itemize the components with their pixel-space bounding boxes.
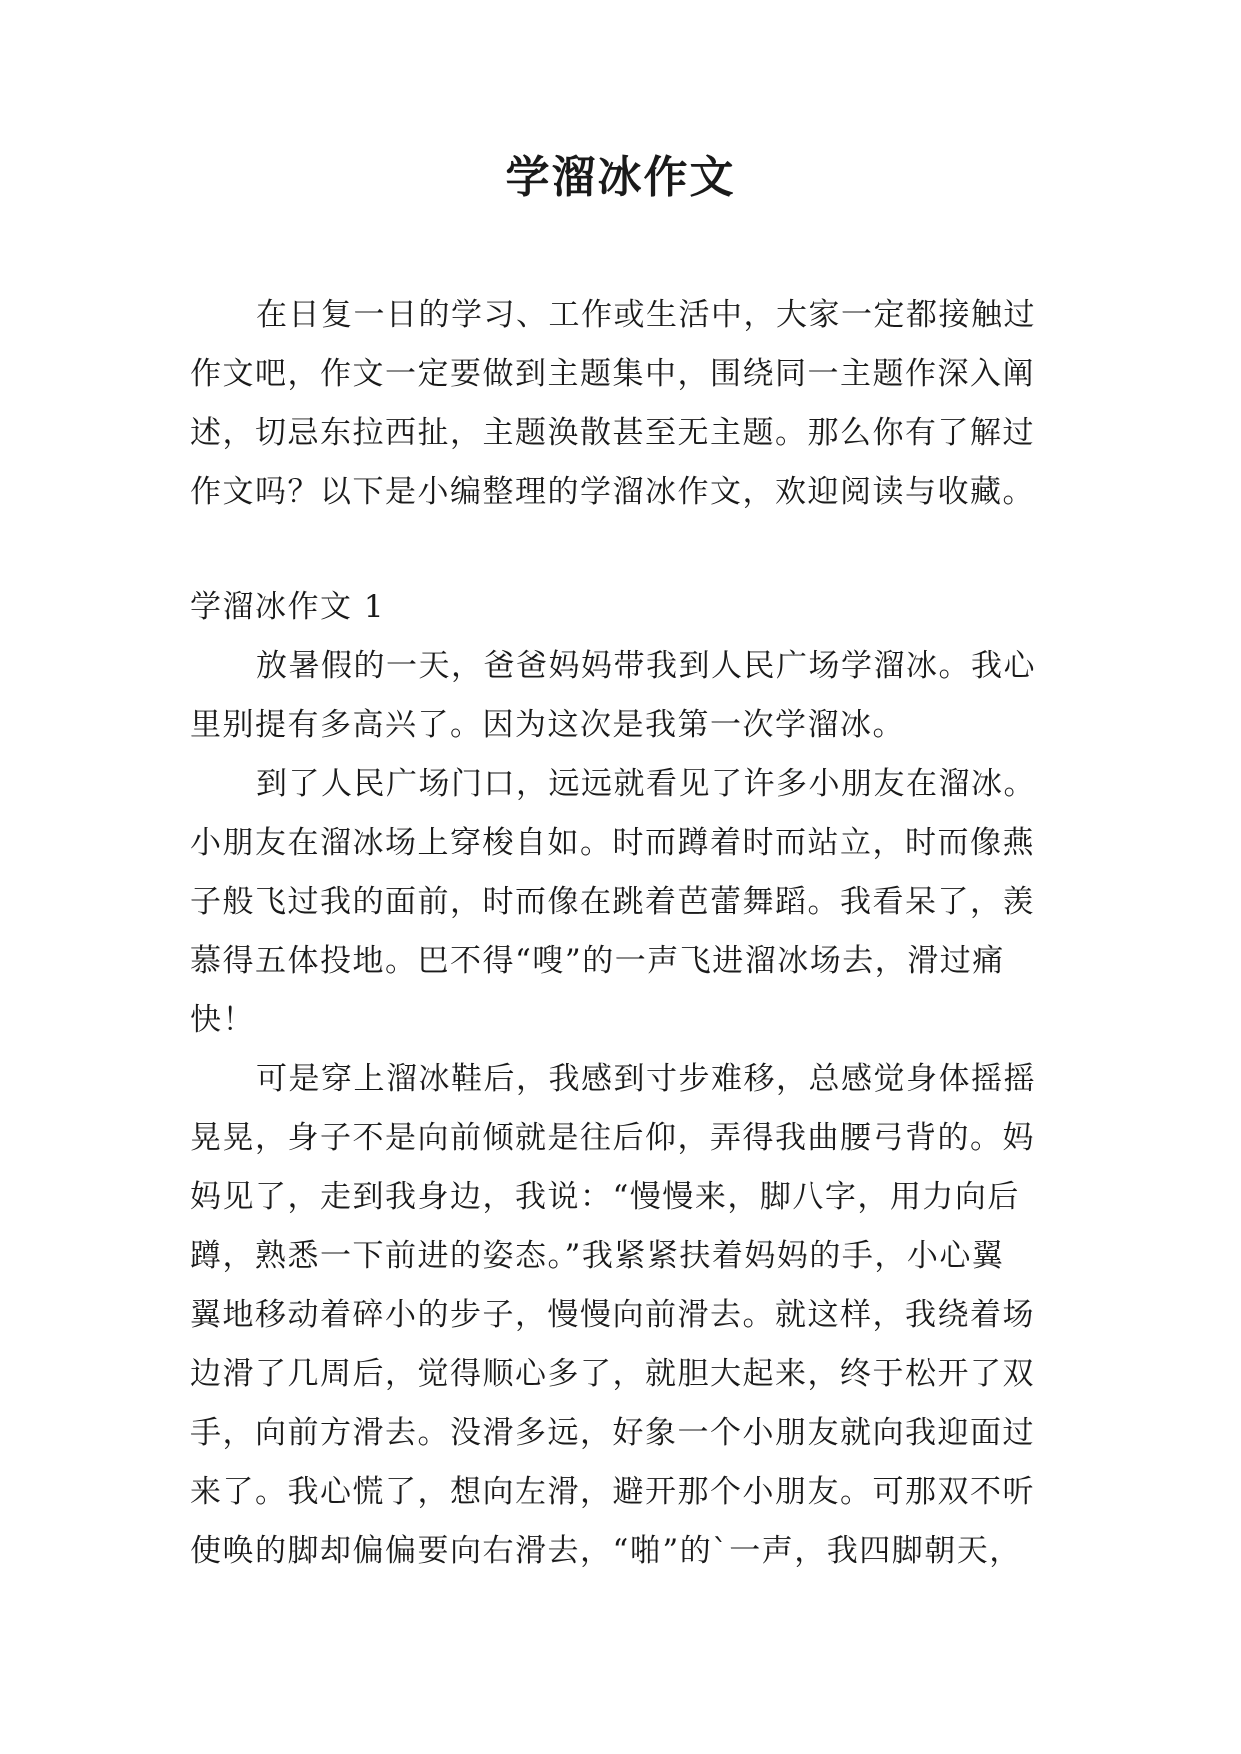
paragraph-line: 手，向前方滑去。没滑多远，好象一个小朋友就向我迎面过 <box>190 1415 1035 1451</box>
paragraph-line: 子般飞过我的面前，时而像在跳着芭蕾舞蹈。我看呆了，羡 <box>190 884 1035 920</box>
paragraph-line: 慕得五体投地。巴不得“嗖”的一声飞进溜冰场去，滑过痛 <box>190 943 1005 979</box>
section-heading: 学溜冰作文 1 <box>190 589 386 625</box>
essay-paragraph-2 <box>190 755 1070 1050</box>
paragraph-line: 蹲，熟悉一下前进的姿态。”我紧紧扶着妈妈的手，小心翼 <box>190 1238 1005 1274</box>
paragraph-line: 可是穿上溜冰鞋后，我感到寸步难移，总感觉身体摇摇 <box>256 1061 1036 1097</box>
paragraph-line: 来了。我心慌了，想向左滑，避开那个小朋友。可那双不听 <box>190 1474 1035 1510</box>
essay-paragraph-3 <box>190 1050 1070 1581</box>
paragraph-line: 放暑假的一天，爸爸妈妈带我到人民广场学溜冰。我心 <box>256 648 1036 684</box>
intro-line: 作文吗？以下是小编整理的学溜冰作文，欢迎阅读与收藏。 <box>190 474 1035 510</box>
paragraph-line: 快！ <box>190 1002 255 1038</box>
intro-paragraph <box>190 286 1070 522</box>
paragraph-line: 小朋友在溜冰场上穿梭自如。时而蹲着时而站立，时而像燕 <box>190 825 1035 861</box>
paragraph-line: 翼地移动着碎小的步子，慢慢向前滑去。就这样，我绕着场 <box>190 1297 1035 1333</box>
paragraph-line: 边滑了几周后，觉得顺心多了，就胆大起来，终于松开了双 <box>190 1356 1035 1392</box>
essay-section <box>190 578 1070 1581</box>
essay-paragraph-1 <box>190 637 1070 755</box>
paragraph-line: 到了人民广场门口，远远就看见了许多小朋友在溜冰。 <box>256 766 1036 802</box>
intro-line: 述，切忌东拉西扯，主题涣散甚至无主题。那么你有了解过 <box>190 415 1035 451</box>
paragraph-line: 使唤的脚却偏偏要向右滑去，“啪”的`一声，我四脚朝天， <box>190 1533 1022 1569</box>
paragraph-line: 妈见了，走到我身边，我说：“慢慢来，脚八字，用力向后 <box>190 1179 1020 1215</box>
paragraph-line: 里别提有多高兴了。因为这次是我第一次学溜冰。 <box>190 707 905 743</box>
intro-line: 在日复一日的学习、工作或生活中，大家一定都接触过 <box>256 297 1036 333</box>
document-title: 学溜冰作文 <box>505 152 736 203</box>
intro-line: 作文吧，作文一定要做到主题集中，围绕同一主题作深入阐 <box>190 356 1035 392</box>
paragraph-line: 晃晃，身子不是向前倾就是往后仰，弄得我曲腰弓背的。妈 <box>190 1120 1035 1156</box>
